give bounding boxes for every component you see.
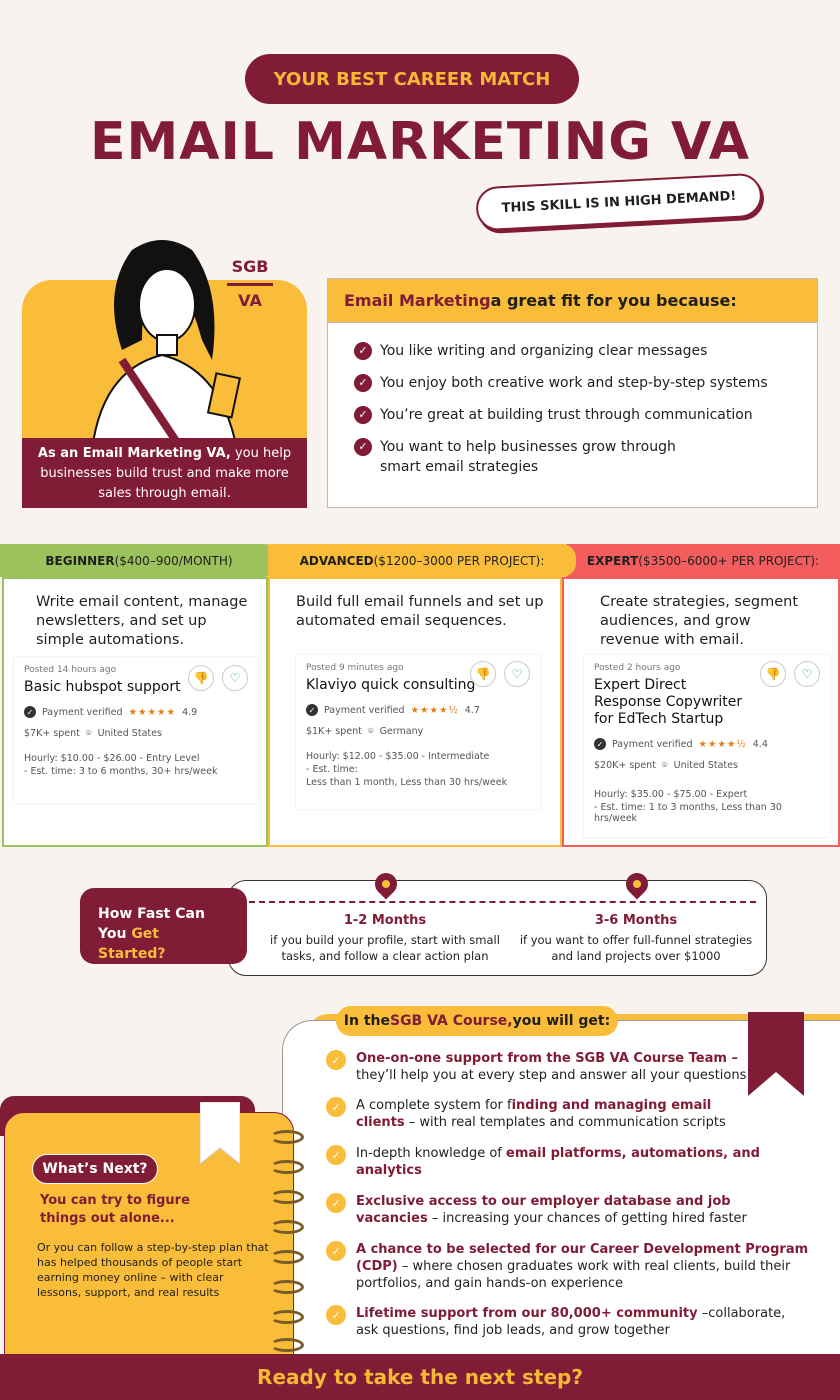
map-pin-icon	[621, 868, 652, 899]
job-time: - Est. time: 3 to 6 months, 30+ hrs/week	[24, 766, 218, 777]
verified-icon: ✓	[306, 704, 318, 716]
tier-card-expert	[562, 577, 840, 847]
verified-icon: ✓	[594, 738, 606, 750]
client-spent: $7K+ spent	[24, 728, 80, 739]
notebook-ring	[270, 1130, 304, 1144]
timeline-line	[249, 901, 756, 903]
tier-card-beginner	[2, 577, 268, 847]
page-title: EMAIL MARKETING VA	[89, 112, 751, 172]
course-benefit: ✓ Lifetime support from our 80,000+ community –collaborate, ask questions, find job leads, and grow together	[326, 1305, 796, 1339]
tier-description: Create strategies, segment audiences, and grow revenue with email.	[600, 594, 799, 648]
fit-reason: ✓ You’re great at building trust through communication	[354, 405, 791, 425]
job-rate: Hourly: $10.00 - $26.00 - Entry Level	[24, 753, 200, 764]
notebook-ring	[270, 1220, 304, 1234]
notebook-ring	[270, 1250, 304, 1264]
thumbs-down-icon[interactable]: 👎	[470, 661, 496, 687]
rating-value: 4.4	[752, 738, 768, 750]
client-spent: $1K+ spent	[306, 726, 362, 737]
job-rate: Hourly: $35.00 - $75.00 - Expert	[594, 789, 748, 800]
bookmark-icon	[748, 1012, 804, 1096]
course-benefit: ✓ One-on-one support from the SGB VA Course Team – they’ll help you at every step and answer all your questions	[326, 1050, 756, 1084]
rating-value: 4.9	[182, 706, 198, 718]
check-icon: ✓	[326, 1097, 346, 1117]
heart-icon[interactable]: ♡	[504, 661, 530, 687]
whats-next-pill: What’s Next?	[32, 1154, 158, 1184]
persona-card	[22, 230, 307, 508]
career-match-pill: YOUR BEST CAREER MATCH	[245, 54, 579, 104]
job-rate: Hourly: $12.00 - $35.00 - Intermediate	[306, 751, 490, 762]
job-title: Expert Direct Response Copywriter for EdTech Startup	[594, 677, 743, 727]
map-pin-icon	[370, 868, 401, 899]
check-icon: ✓	[326, 1241, 346, 1261]
notebook-card	[4, 1112, 294, 1358]
course-benefit: ✓ Exclusive access to our employer database and job vacancies – increasing your chances of getting hired faster	[326, 1193, 766, 1227]
thumbs-down-icon[interactable]: 👎	[188, 665, 214, 691]
high-demand-badge: THIS SKILL IS IN HIGH DEMAND!	[475, 173, 763, 232]
location-pin-icon: ⌾	[661, 760, 668, 771]
next-bold-text: You can try to figure things out alone...	[40, 1193, 190, 1226]
check-icon: ✓	[354, 342, 372, 360]
payment-verified: Payment verified	[42, 706, 123, 718]
location-pin-icon: ⌾	[85, 728, 92, 739]
course-benefit: ✓ A chance to be selected for our Career Development Program (CDP) – where chosen graduates work with real clients, build their portfolios, and gain hands-on experience	[326, 1241, 816, 1292]
course-heading: In the SGB VA Course, you will get:	[336, 1006, 618, 1036]
check-icon: ✓	[326, 1145, 346, 1165]
payment-verified: Payment verified	[612, 738, 693, 750]
heart-icon[interactable]: ♡	[222, 665, 248, 691]
notebook-ring	[270, 1310, 304, 1324]
tier-description: Build full email funnels and set up automated email sequences.	[296, 594, 544, 629]
persona-caption: As an Email Marketing VA, you help businesses build trust and make more sales through email.	[22, 438, 307, 508]
check-icon: ✓	[354, 374, 372, 392]
notebook-ring	[270, 1280, 304, 1294]
cta-footer[interactable]: Ready to take the next step?	[0, 1354, 840, 1400]
job-card[interactable]	[296, 655, 540, 809]
job-posted: Posted 14 hours ago	[24, 665, 117, 675]
tier-card-advanced	[268, 577, 562, 847]
fit-reasons-box	[327, 278, 818, 508]
client-location: United States	[97, 728, 162, 739]
fit-reason: ✓ You want to help businesses grow through smart email strategies	[354, 437, 791, 477]
check-icon: ✓	[326, 1050, 346, 1070]
client-spent: $20K+ spent	[594, 760, 656, 771]
notebook-ring	[270, 1160, 304, 1174]
course-benefit: ✓ In-depth knowledge of email platforms, automations, and analytics	[326, 1145, 766, 1179]
job-posted: Posted 9 minutes ago	[306, 663, 404, 673]
rating-value: 4.7	[464, 704, 480, 716]
timeline-step: 1-2 Months if you build your profile, start with small tasks, and follow a clear action plan	[270, 913, 500, 963]
timeline-box	[228, 880, 767, 976]
client-location: Germany	[379, 726, 424, 737]
notebook-ring	[270, 1190, 304, 1204]
check-icon: ✓	[326, 1193, 346, 1213]
job-time: - Est. time: 1 to 3 months, Less than 30 hrs/week	[594, 802, 782, 824]
job-time: - Est. time:	[306, 764, 358, 775]
course-benefit: ✓ A complete system for finding and managing email clients – with real templates and communication scripts	[326, 1097, 726, 1131]
heart-icon[interactable]: ♡	[794, 661, 820, 687]
fit-reason: ✓ You like writing and organizing clear messages	[354, 341, 791, 361]
check-icon: ✓	[354, 406, 372, 424]
job-card[interactable]	[14, 657, 258, 803]
rating-stars: ★★★★½	[410, 704, 459, 716]
client-location: United States	[673, 760, 738, 771]
verified-icon: ✓	[24, 706, 36, 718]
rating-stars: ★★★★★	[128, 706, 177, 718]
tier-header-advanced: ADVANCED ($1200–3000 PER PROJECT):	[268, 544, 576, 577]
timeline-step: 3-6 Months if you want to offer full-funnel strategies and land projects over $1000	[519, 913, 753, 963]
how-fast-label: How Fast Can You Get Started?	[80, 888, 247, 964]
next-body-text: Or you can follow a step-by-step plan that has helped thousands of people start earning money online – with clear lessons, support, and real results	[37, 1241, 269, 1299]
job-title: Klaviyo quick consulting	[306, 677, 476, 693]
tier-header-beginner: BEGINNER ($400–900/MONTH)	[0, 544, 278, 577]
fit-reason: ✓ You enjoy both creative work and step-by-step systems	[354, 373, 791, 393]
fit-heading: Email Marketing a great fit for you because:	[328, 279, 817, 323]
check-icon: ✓	[326, 1305, 346, 1325]
thumbs-down-icon[interactable]: 👎	[760, 661, 786, 687]
sgb-logo: SGB VA	[227, 250, 273, 286]
notebook-ring	[270, 1338, 304, 1352]
job-time-detail: Less than 1 month, Less than 30 hrs/week	[306, 777, 508, 788]
check-icon: ✓	[354, 438, 372, 456]
location-pin-icon: ⌾	[367, 726, 374, 737]
tier-description: Write email content, manage newsletters, and set up simple automations.	[36, 594, 248, 648]
job-posted: Posted 2 hours ago	[594, 663, 681, 673]
notebook-bookmark-icon	[200, 1102, 240, 1164]
payment-verified: Payment verified	[324, 704, 405, 716]
job-card[interactable]	[584, 655, 830, 837]
tier-header-expert: EXPERT ($3500–6000+ PER PROJECT):	[566, 544, 840, 577]
rating-stars: ★★★★½	[698, 738, 747, 750]
job-title: Basic hubspot support	[24, 679, 181, 695]
